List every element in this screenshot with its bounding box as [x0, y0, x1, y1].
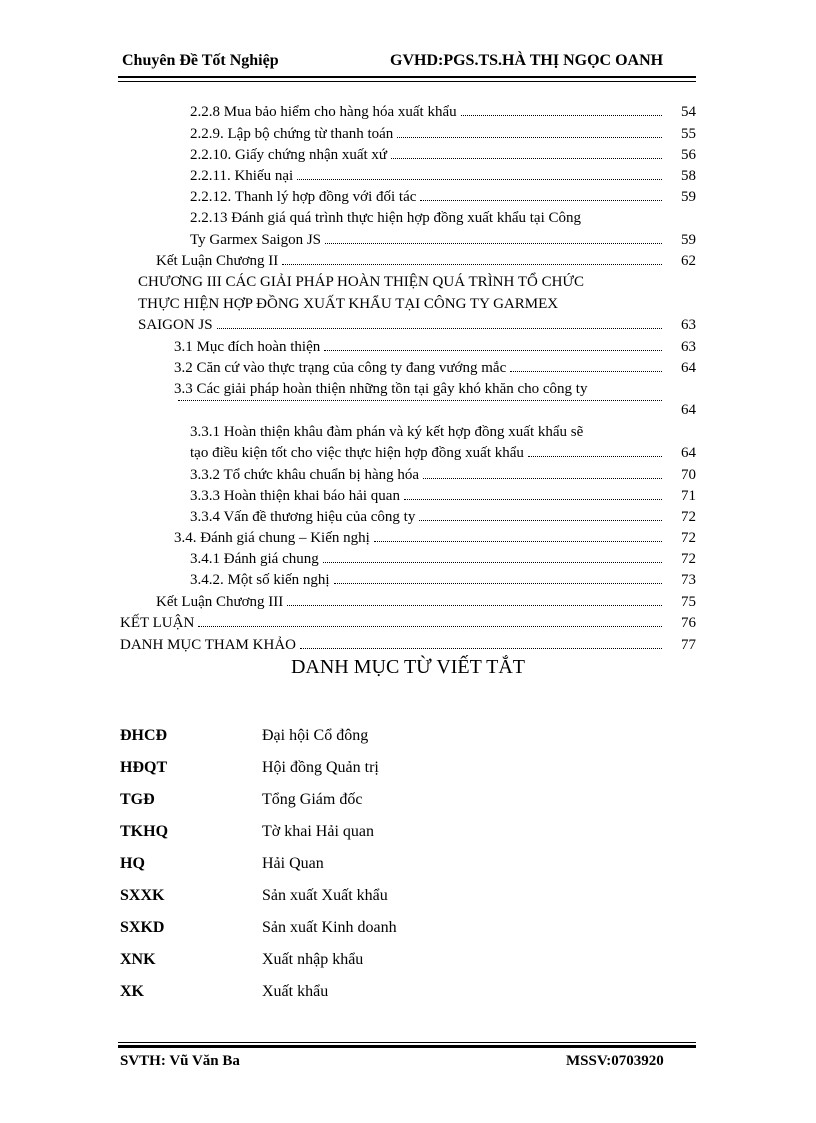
toc-item-2-2-13-line2: Ty Garmex Saigon JS [190, 230, 668, 250]
toc-item-3-3-line2 [174, 400, 668, 405]
toc-page: 73 [681, 572, 696, 588]
toc-item-ket-luan-chuong-2: Kết Luận Chương II [156, 251, 668, 271]
abbreviation: TGĐ [120, 791, 155, 808]
abbreviation-meaning: Hội đồng Quản trị [262, 759, 379, 776]
toc-item-ket-luan: KẾT LUẬN [120, 613, 668, 633]
toc-item-3-4: 3.4. Đánh giá chung – Kiến nghị [174, 528, 668, 548]
abbreviation: SXKD [120, 919, 165, 936]
toc-page: 62 [681, 253, 696, 269]
toc-item-3-2: 3.2 Căn cứ vào thực trạng của công ty đang vướng mắc [174, 358, 668, 378]
toc-item-3-3-1-line1: 3.3.1 Hoàn thiện khâu đàm phán và ký kết hợp đồng xuất khẩu sẽ [190, 424, 584, 440]
toc-item-3-3-2: 3.3.2 Tổ chức khâu chuẩn bị hàng hóa [190, 465, 668, 485]
toc-item-3-3-3: 3.3.3 Hoàn thiện khai báo hải quan [190, 486, 668, 506]
abbreviation: XNK [120, 951, 156, 968]
toc-chapter-3-line1: CHƯƠNG III CÁC GIẢI PHÁP HOÀN THIỆN QUÁ TRÌNH TỔ CHỨC [138, 274, 585, 290]
abbreviations-title: DANH MỤC TỪ VIẾT TẮT [290, 656, 526, 678]
abbreviation: ĐHCĐ [120, 727, 168, 744]
header-rule-thin [118, 81, 696, 82]
toc-page: 58 [681, 168, 696, 184]
abbreviation: HĐQT [120, 759, 168, 776]
toc-item-2-2-9: 2.2.9. Lập bộ chứng từ thanh toán [190, 124, 668, 144]
toc-page: 72 [681, 551, 696, 567]
toc-item-2-2-8: 2.2.8 Mua bảo hiểm cho hàng hóa xuất khẩu [190, 102, 668, 122]
abbreviation-meaning: Tổng Giám đốc [262, 791, 363, 808]
toc-page: 55 [681, 126, 696, 142]
toc-chapter-3-line2: THỰC HIỆN HỢP ĐỒNG XUẤT KHẨU TẠI CÔNG TY GARMEX [138, 296, 559, 312]
toc-page: 64 [681, 445, 696, 461]
abbreviation-meaning: Tờ khai Hải quan [262, 823, 374, 840]
toc-page: 59 [681, 189, 696, 205]
toc-page: 72 [681, 509, 696, 525]
abbreviation-meaning: Hải Quan [262, 855, 324, 872]
toc-page: 71 [681, 488, 696, 504]
toc-page: 72 [681, 530, 696, 546]
footer-rule-thick [118, 1045, 696, 1048]
header-left: Chuyên Đề Tốt Nghiệp [122, 52, 279, 69]
toc-page: 64 [681, 360, 696, 376]
abbreviation-meaning: Sản xuất Xuất khẩu [262, 887, 388, 904]
toc-page: 63 [681, 317, 696, 333]
toc-page: 64 [681, 402, 696, 418]
toc-item-ket-luan-chuong-3: Kết Luận Chương III [156, 592, 668, 612]
toc-page: 59 [681, 232, 696, 248]
abbreviation-meaning: Xuất khẩu [262, 983, 329, 1000]
toc-chapter-3-line3: SAIGON JS [138, 315, 668, 335]
abbreviation: TKHQ [120, 823, 169, 840]
header-rule-thick [118, 76, 696, 78]
footer-right: MSSV:0703920 [566, 1053, 664, 1069]
toc-item-3-3-line1: 3.3 Các giải pháp hoàn thiện những tồn tại gây khó khăn cho công ty [174, 381, 588, 397]
toc-item-3-3-1-line2: tạo điều kiện tốt cho việc thực hiện hợp đồng xuất khẩu [190, 443, 668, 463]
footer-rule-thin [118, 1042, 696, 1043]
toc-item-3-1: 3.1 Mục đích hoàn thiện [174, 337, 668, 357]
header-right: GVHD:PGS.TS.HÀ THỊ NGỌC OANH [390, 52, 664, 69]
toc-item-danh-muc-tham-khao: DANH MỤC THAM KHẢO [120, 635, 668, 655]
toc-item-2-2-13-line1: 2.2.13 Đánh giá quá trình thực hiện hợp đồng xuất khẩu tại Công [190, 210, 581, 226]
toc-item-3-3-4: 3.3.4 Vấn đề thương hiệu của công ty [190, 507, 668, 527]
toc-item-3-4-1: 3.4.1 Đánh giá chung [190, 549, 668, 569]
toc-page: 76 [681, 615, 696, 631]
toc-item-2-2-12: 2.2.12. Thanh lý hợp đồng với đối tác [190, 187, 668, 207]
toc-item-3-4-2: 3.4.2. Một số kiến nghị [190, 570, 668, 590]
toc-item-2-2-11: 2.2.11. Khiếu nại [190, 166, 668, 186]
toc-page: 56 [681, 147, 696, 163]
abbreviation-meaning: Sản xuất Kinh doanh [262, 919, 397, 936]
toc-page: 75 [681, 594, 696, 610]
abbreviation: SXXK [120, 887, 165, 904]
footer-left: SVTH: Vũ Văn Ba [120, 1053, 240, 1069]
toc-page: 70 [681, 467, 696, 483]
toc-item-2-2-10: 2.2.10. Giấy chứng nhận xuất xứ [190, 145, 668, 165]
toc-page: 77 [681, 637, 696, 653]
abbreviation-meaning: Đại hội Cổ đông [262, 727, 369, 744]
toc-page: 63 [681, 339, 696, 355]
toc-page: 54 [681, 104, 696, 120]
abbreviation-meaning: Xuất nhập khẩu [262, 951, 364, 968]
abbreviation: HQ [120, 855, 145, 872]
abbreviation: XK [120, 983, 144, 1000]
